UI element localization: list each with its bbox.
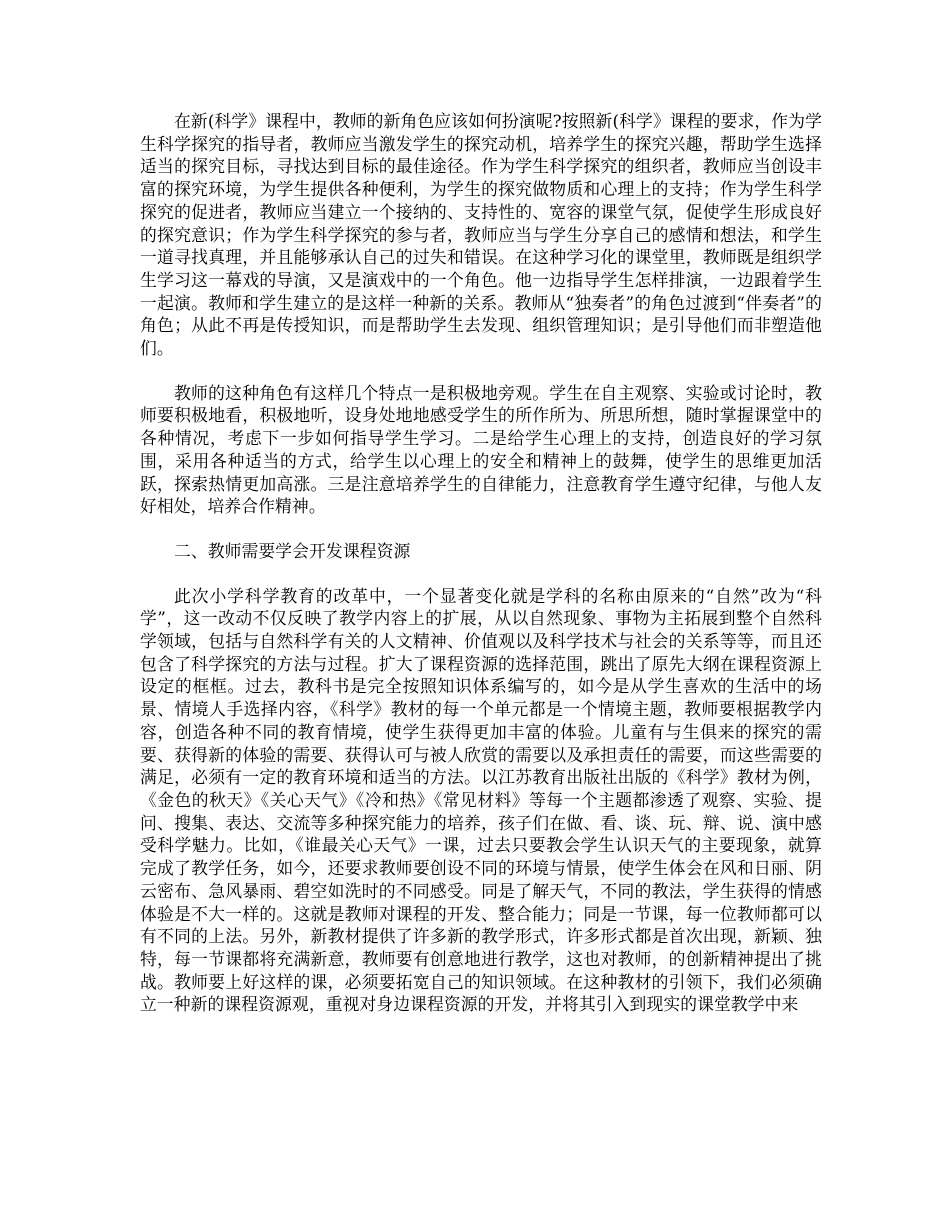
section-heading-curriculum-resources: 二、教师需要学会开发课程资源 [174, 540, 411, 561]
paragraph-role-features: 教师的这种角色有这样几个特点一是积极地旁观。学生在自主观察、实验或讨论时，教师要积极地看，积极地听，设身处地地感受学生的所作所为、所思所想，随时掌握课堂中的各种情况，考虑下一步如何指导学生学习。二是给学生心理上的支持，创造良好的学习氛围，采用各种适当的方式，给学生以心理上的安全和精神上的鼓舞，使学生的思维更加活跃，探索热情更加高涨。三是注意培养学生的自律能力，注意教育学生遵守纪律，与他人友好相处，培养合作精神。 [140, 382, 822, 517]
paragraph-teacher-role: 在新(科学》课程中，教师的新角色应该如何扮演呢?按照新(科学》课程的要求，作为学生科学探究的指导者，教师应当激发学生的探究动机，培养学生的探究兴趣，帮助学生选择适当的探究目标，寻找达到目标的最佳途径。作为学生科学探究的组织者，教师应当创设丰富的探究环境，为学生提供各种便利，为学生的探究做物质和心理上的支持；作为学生科学探究的促进者，教师应当建立一个接纳的、支持性的、宽容的课堂气氛，促使学生形成良好的探究意识；作为学生科学探究的参与者，教师应当与学生分享自己的感情和想法，和学生一道寻找真理，并且能够承认自己的过失和错误。在这种学习化的课堂里，教师既是组织学生学习这一幕戏的导演，又是演戏中的一个角色。他一边指导学生怎样排演，一边跟着学生一起演。教师和学生建立的是这样一种新的关系。教师从“独奏者”的角色过渡到“伴奏者”的角色；从此不再是传授知识，而是帮助学生去发现、组织管理知识；是引导他们而非塑造他们。 [140, 111, 822, 359]
document-page [140, 110, 822, 1016]
paragraph-curriculum-reform: 此次小学科学教育的改革中，一个显著变化就是学科的名称由原来的“自然”改为“科学”，这一改动不仅反映了教学内容上的扩展，从以自然现象、事物为主拓展到整个自然科学领域，包括与自然科学有关的人文精神、价值观以及科学技术与社会的关系等等，而且还包含了科学探究的方法与过程。扩大了课程资源的选择范围，跳出了原先大纲在课程资源上设定的框框。过去，教科书是完全按照知识体系编写的，如今是从学生喜欢的生活中的场景、情境人手选择内容，《科学》教材的每一个单元都是一个情境主题，教师要根据教学内容，创造各种不同的教育情境，使学生获得更加丰富的体验。儿童有与生俱来的探究的需要、获得新的体验的需要、获得认可与被人欣赏的需要以及承担责任的需要，而这些需要的满足，必须有一定的教育环境和适当的方法。以江苏教育出版社出版的《科学》教材为例，《金色的秋天》《关心天气》《冷和热》《常见材料》等每一个主题都渗透了观察、实验、提问、搜集、表达、交流等多种探究能力的培养，孩子们在做、看、谈、玩、辩、说、演中感受科学魅力。比如，《谁最关心天气》一课，过去只要教会学生认识天气的主要现象，就算完成了教学任务，如今，还要求教师要创设不同的环境与情景，使学生体会在风和日丽、阴云密布、急风暴雨、碧空如洗时的不同感受。同是了解天气，不同的教法，学生获得的情感体验是不大一样的。这就是教师对课程的开发、整合能力；同是一节课，每一位教师都可以有不同的上法。另外，新教材提供了许多新的教学形式，许多形式都是首次出现，新颖、独特，每一节课都将充满新意，教师要有创意地进行教学，这也对教师，的创新精神提出了挑战。教师要上好这样的课，必须要拓宽自己的知识领域。在这种教材的引领下，我们必须确立一种新的课程资源观，重视对身边课程资源的开发，并将其引入到现实的课堂教学中来 [140, 585, 822, 1015]
